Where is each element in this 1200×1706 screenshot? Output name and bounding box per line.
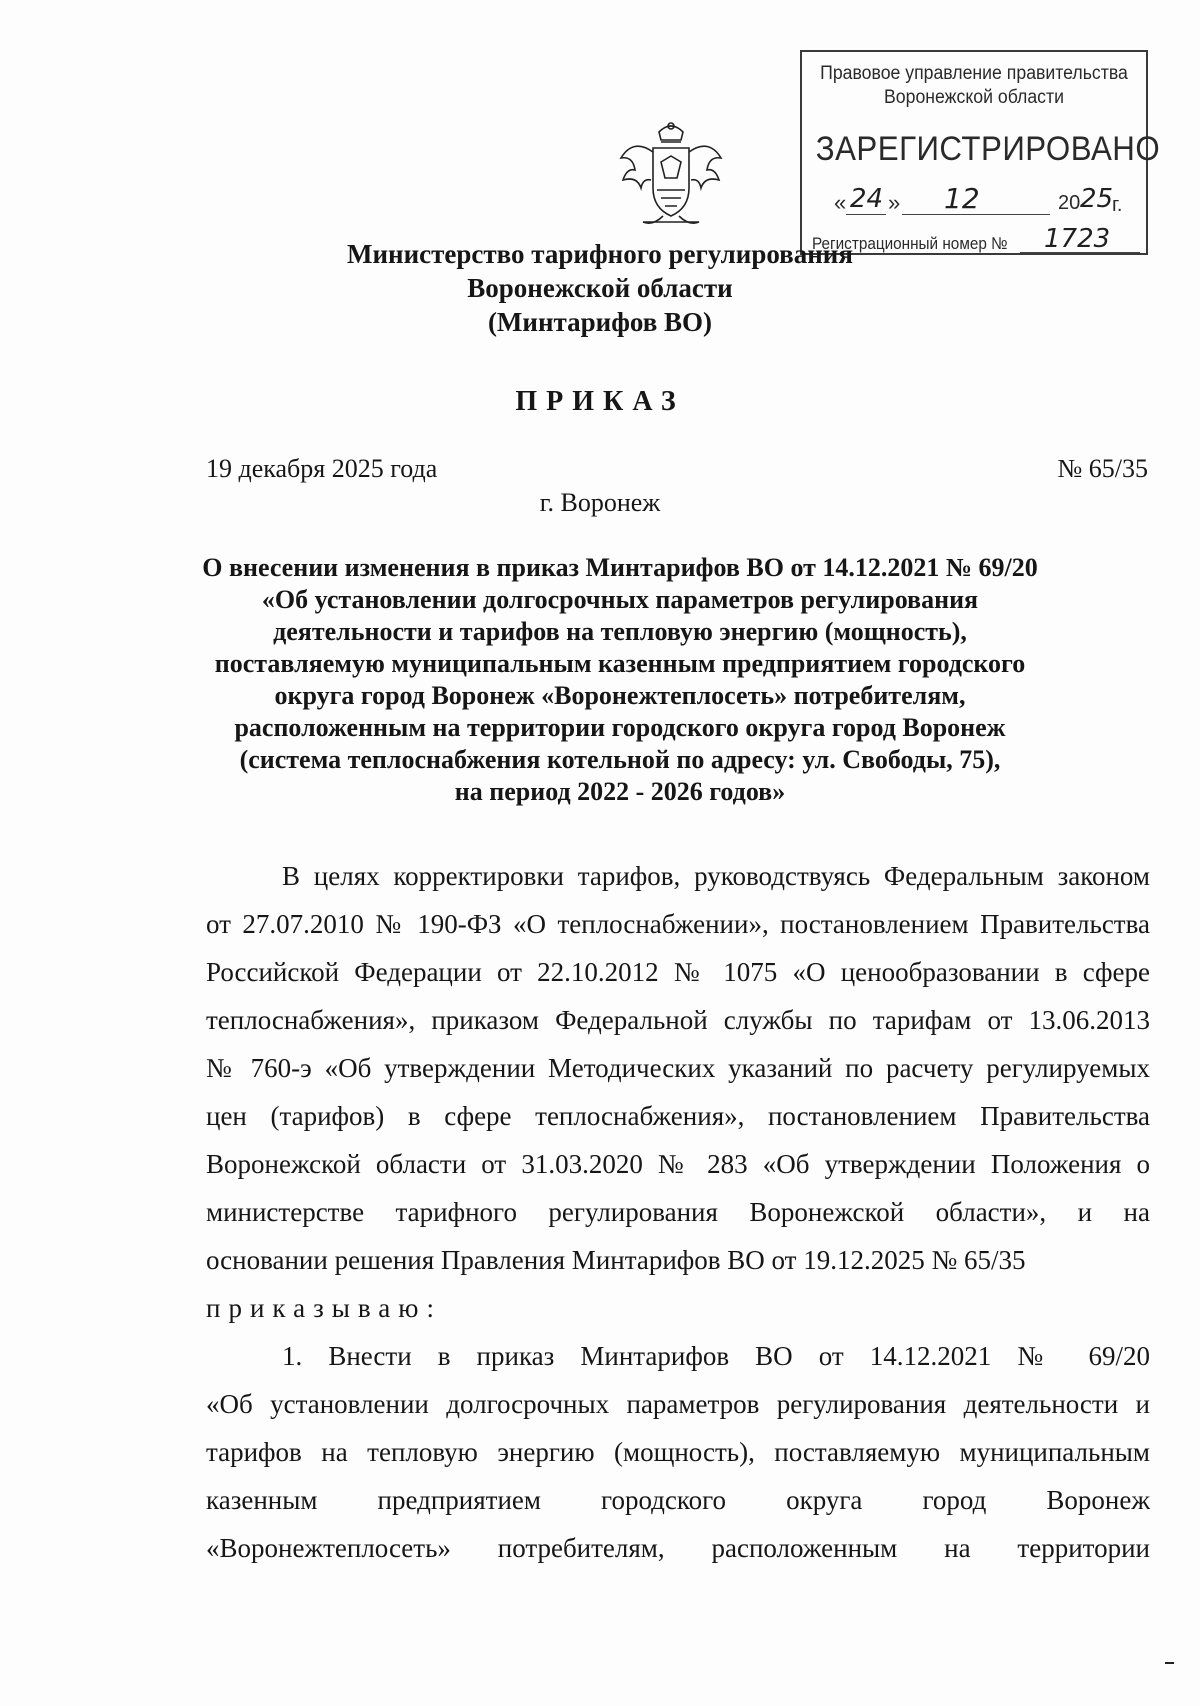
stamp-dept-line2: Воронежской области xyxy=(884,87,1064,108)
stamp-date-year-prefix: 20 xyxy=(1058,192,1081,214)
body-line: № 760-э «Об утверждении Методических указаний по расчету регулируемых xyxy=(206,1053,1150,1083)
subject-line: округа город Воронеж «Воронежтеплосеть» потребителям, xyxy=(274,681,966,710)
body-line: тарифов на тепловую энергию (мощность), поставляемую муниципальным xyxy=(206,1437,1150,1467)
document-subject xyxy=(140,552,1100,808)
body-line: Российской Федерации от 22.10.2012 № 1075 «О ценообразовании в сфере xyxy=(206,957,1150,987)
registration-stamp xyxy=(800,50,1161,255)
ministry-name-line2: Воронежской области xyxy=(467,273,733,303)
order-word: приказываю: xyxy=(206,1293,442,1323)
stamp-registered-label: ЗАРЕГИСТРИРОВАНО xyxy=(815,130,1161,168)
document-number: № 65/35 xyxy=(1057,454,1148,483)
body-line: казенным предприятием городского округа город Воронеж xyxy=(206,1485,1150,1515)
body-line: Воронежской области от 31.03.2020 № 283 «Об утверждении Положения о xyxy=(206,1149,1150,1179)
body-line: «Об установлении долгосрочных параметров регулирования деятельности и xyxy=(206,1389,1150,1419)
document-city: г. Воронеж xyxy=(539,488,661,517)
stamp-reg-label: Регистрационный номер № xyxy=(812,234,1008,253)
subject-line: расположенным на территории городского округа город Воронеж xyxy=(234,713,1006,742)
stamp-date xyxy=(834,184,1136,220)
stamp-date-year: 25 xyxy=(1080,184,1114,214)
subject-line: на период 2022 - 2026 годов» xyxy=(454,777,786,806)
body-line: «Воронежтеплосеть» потребителям, расположенным на территории xyxy=(206,1533,1150,1563)
stamp-dept-line1: Правовое управление правительства xyxy=(820,63,1128,84)
subject-line: «Об установлении долгосрочных параметров регулирования xyxy=(261,585,979,614)
body-paragraph1-first-line: В целях корректировки тарифов, руководствуясь Федеральным законом xyxy=(282,861,1150,891)
body-line: министерстве тарифного регулирования Воронежской области», и на xyxy=(206,1197,1150,1227)
stamp-date-day: 24 xyxy=(850,184,884,214)
item1-first-line: 1. Внести в приказ Минтарифов ВО от 14.12.2021 № 69/20 xyxy=(282,1341,1150,1371)
subject-line: поставляемую муниципальным казенным предприятием городского xyxy=(214,649,1026,678)
body-line: цен (тарифов) в сфере теплоснабжения», постановлением Правительства xyxy=(206,1101,1150,1131)
body-line: от 27.07.2010 № 190-ФЗ «О теплоснабжении», постановлением Правительства xyxy=(206,909,1150,939)
subject-line: деятельности и тарифов на тепловую энергию (мощность), xyxy=(273,617,967,646)
document-date: 19 декабря 2025 года xyxy=(206,454,438,483)
page-continuation-mark xyxy=(1165,1662,1174,1664)
stamp-date-year-suffix: г. xyxy=(1112,194,1123,216)
ministry-name-line3: (Минтарифов ВО) xyxy=(487,307,713,337)
stamp-date-open-quote: « xyxy=(834,190,847,215)
stamp-date-close-quote: » xyxy=(888,190,901,215)
document-body xyxy=(206,852,1150,1572)
document-title: ПРИКАЗ xyxy=(515,386,685,417)
body-line: теплоснабжения», приказом Федеральной службы по тарифам от 13.06.2013 xyxy=(206,1005,1150,1035)
subject-line: О внесении изменения в приказ Минтарифов ВО от 14.12.2021 № 69/20 xyxy=(202,553,1038,582)
coat-of-arms-emblem xyxy=(613,118,729,234)
stamp-department xyxy=(814,62,1134,110)
stamp-reg-number: 1723 xyxy=(1044,224,1111,254)
ministry-name-line1: Министерство тарифного регулирования xyxy=(347,239,853,269)
subject-line: (система теплоснабжения котельной по адресу: ул. Свободы, 75), xyxy=(239,745,1001,774)
body-paragraph1-last-line: основании решения Правления Минтарифов ВО от 19.12.2025 № 65/35 xyxy=(206,1245,1026,1275)
stamp-date-month: 12 xyxy=(944,182,980,215)
